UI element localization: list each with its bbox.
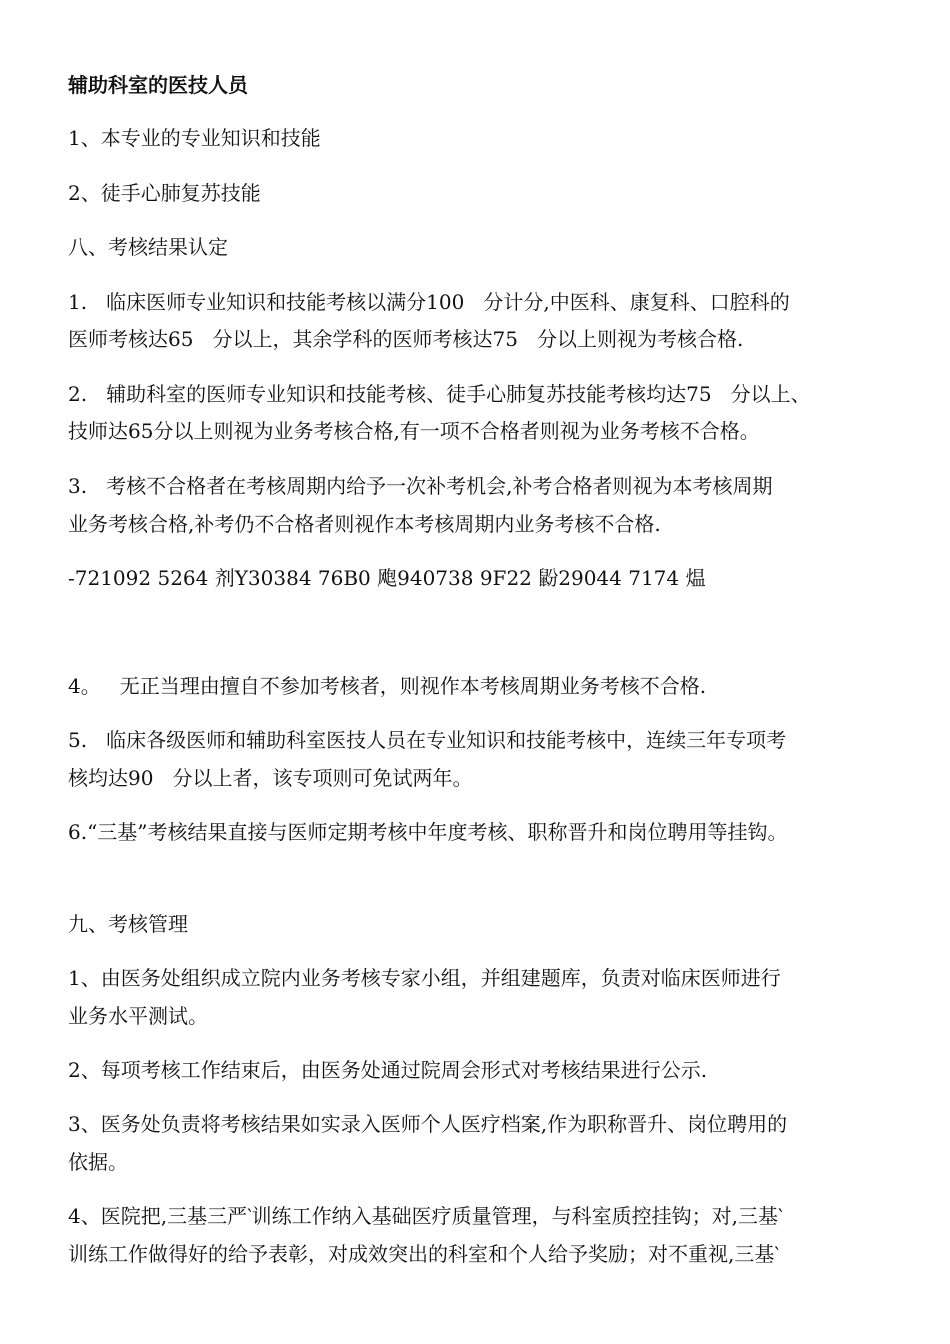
text-line: 3. 考核不合格者在考核周期内给予一次补考机会,补考合格者则视为本考核周期 xyxy=(68,474,773,498)
text-line: 4。 无正当理由擅自不参加考核者，则视作本考核周期业务考核不合格. xyxy=(68,674,707,698)
section-heading: 九、考核管理 xyxy=(68,912,188,936)
section-title: 辅助科室的医技人员 xyxy=(68,73,248,97)
text-line: 1. 临床医师专业知识和技能考核以满分100 分计分,中医科、康复科、口腔科的 xyxy=(68,290,790,314)
text-line: 训练工作做得好的给予表彰，对成效突出的科室和个人给予奖励；对不重视,三基‵ xyxy=(68,1242,779,1266)
text-line: 依据。 xyxy=(68,1150,128,1174)
text-line: 2、徒手心肺复苏技能 xyxy=(68,181,261,205)
text-line: 2、每项考核工作结束后，由医务处通过院周会形式对考核结果进行公示. xyxy=(68,1058,708,1082)
text-line: 1、本专业的专业知识和技能 xyxy=(68,126,321,150)
garbled-line: -721092 5264 剂Y30384 76B0 飑940738 9F22 鼢29044 7174 煴 xyxy=(68,566,706,590)
text-line: 业务水平测试。 xyxy=(68,1004,208,1028)
text-line: 5. 临床各级医师和辅助科室医技人员在专业知识和技能考核中，连续三年专项考 xyxy=(68,728,787,752)
text-line: 3、医务处负责将考核结果如实录入医师个人医疗档案,作为职称晋升、岗位聘用的 xyxy=(68,1112,788,1136)
text-line: 4、医院把,三基三严‵训练工作纳入基础医疗质量管理，与科室质控挂钩；对,三基‵ xyxy=(68,1204,783,1228)
text-line: 1、由医务处组织成立院内业务考核专家小组，并组建题库，负责对临床医师进行 xyxy=(68,966,781,990)
text-line: 业务考核合格,补考仍不合格者则视作本考核周期内业务考核不合格. xyxy=(68,512,661,536)
text-line: 核均达90 分以上者，该专项则可免试两年。 xyxy=(68,766,473,790)
text-line: 6.“三基”考核结果直接与医师定期考核中年度考核、职称晋升和岗位聘用等挂钩。 xyxy=(68,820,788,844)
text-line: 技师达65分以上则视为业务考核合格,有一项不合格者则视为业务考核不合格。 xyxy=(68,419,760,443)
text-line: 医师考核达65 分以上，其余学科的医师考核达75 分以上则视为考核合格. xyxy=(68,327,744,351)
text-line: 2. 辅助科室的医师专业知识和技能考核、徒手心肺复苏技能考核均达75 分以上、 xyxy=(68,382,811,406)
section-heading: 八、考核结果认定 xyxy=(68,235,228,259)
